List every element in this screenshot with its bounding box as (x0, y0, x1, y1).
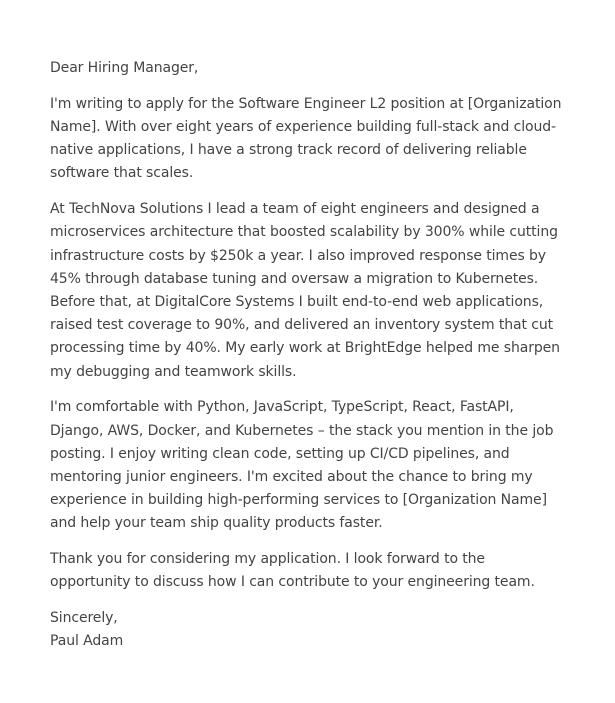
paragraph-skills: I'm comfortable with Python, JavaScript, TypeScript, React, FastAPI, Django, AWS, Docker, and Kubernetes – the stack you mention in the job posting. I enjoy writing clean code, setting up CI/CD pipelines, and mentoring junior engineers. I'm excited about the chance to bring my experience in building high-performing services to [Organization Name] and help your team ship quality products faster. (50, 399, 554, 532)
cover-letter (50, 57, 565, 654)
closing: Sincerely, (50, 610, 118, 627)
paragraph-experience: At TechNova Solutions I lead a team of eight engineers and designed a microservices architecture that boosted scalability by 300% while cutting infrastructure costs by $250k a year. I also improved response times by 45% through database tuning and oversaw a migration to Kubernetes. Before that, at DigitalCore Systems I built end-to-end web applications, raised test coverage to 90%, and delivered an inventory system that cut processing time by 40%. My early work at BrightEdge helped me sharpen my debugging and teamwork skills. (50, 201, 560, 380)
paragraph-intro: I'm writing to apply for the Software Engineer L2 position at [Organization Name]. With over eight years of experience building full-stack and cloud-native applications, I have a strong track record of delivering reliable software that scales. (50, 95, 562, 182)
signature-name: Paul Adam (50, 633, 124, 650)
salutation: Dear Hiring Manager, (50, 60, 199, 76)
paragraph-thanks: Thank you for considering my application. I look forward to the opportunity to discuss how I can contribute to your engineering team. (50, 551, 535, 591)
